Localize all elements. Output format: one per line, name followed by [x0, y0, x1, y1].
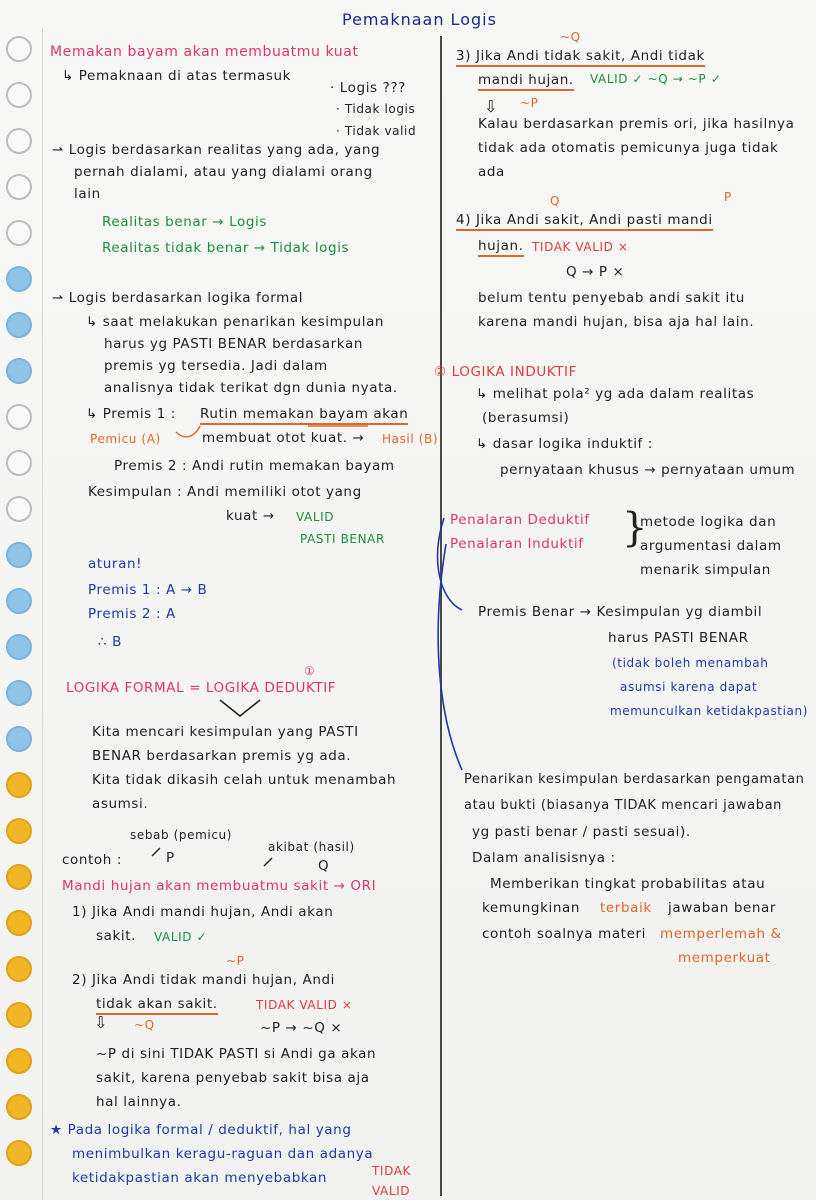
highlight-memperlemah: memperlemah & — [660, 926, 782, 942]
example-2-b: tidak akan sakit. — [96, 996, 218, 1015]
tidak-label: TIDAK — [372, 1164, 411, 1178]
note-line: BENAR berdasarkan premis yg ada. — [92, 748, 352, 764]
note-line: argumentasi dalam — [640, 538, 782, 554]
option-logis: · Logis ??? — [330, 80, 406, 96]
pasti-benar-label: PASTI BENAR — [300, 532, 385, 546]
blue-note: asumsi karena dapat — [620, 680, 758, 694]
kesimpulan: Kesimpulan : Andi memiliki otot yang — [88, 484, 362, 500]
p-symbol: P — [724, 190, 732, 204]
note-line: metode logika dan — [640, 514, 777, 530]
kesimpulan-2: kuat → — [226, 508, 275, 524]
example-4: 4) Jika Andi sakit, Andi pasti mandi — [456, 212, 713, 231]
not-p-symbol: ~P — [226, 954, 245, 968]
formula: Q → P × — [566, 264, 625, 280]
induktif-arrow — [438, 544, 462, 770]
not-q-symbol: ~Q — [134, 1018, 155, 1032]
premis-2: Premis 2 : Andi rutin memakan bayam — [114, 458, 395, 474]
premis-1-label: ↳ Premis 1 : — [86, 406, 176, 422]
note-line: ↳ saat melakukan penarikan kesimpulan — [86, 314, 385, 330]
sebab-label: sebab (pemicu) — [130, 828, 233, 842]
note-line: harus PASTI BENAR — [608, 630, 749, 646]
q-symbol: Q — [550, 194, 561, 208]
note-line: belum tentu penyebab andi sakit itu — [478, 290, 745, 306]
pemicu-bracket — [176, 426, 200, 437]
note-line: ↳ melihat pola² yg ada dalam realitas — [476, 386, 755, 402]
highlight-terbaik: terbaik — [600, 900, 652, 916]
blue-note: (tidak boleh menambah — [612, 656, 769, 670]
rule-conclusion: ∴ B — [98, 634, 122, 650]
rule-premis-1: Premis 1 : A → B — [88, 582, 208, 598]
note-line: Kalau berdasarkan premis ori, jika hasilnya — [478, 116, 795, 132]
note-line: harus yg PASTI BENAR berdasarkan — [104, 336, 364, 352]
aturan-label: aturan! — [88, 556, 143, 572]
premis-1-text-2: membuat otot kuat. → — [202, 430, 365, 446]
page-title: Pemaknaan Logis — [342, 10, 497, 29]
note-line: contoh soalnya materi — [482, 926, 646, 942]
brace: } — [622, 505, 648, 551]
not-q-symbol: ~Q — [560, 30, 581, 44]
blue-note: memunculkan ketidakpastian) — [610, 704, 808, 718]
highlight-memperkuat: memperkuat — [678, 950, 771, 966]
note-line: yg pasti benar / pasti sesuai). — [472, 824, 691, 840]
statement: Memakan bayam akan membuatmu kuat — [50, 44, 359, 60]
star-note: menimbulkan keragu-raguan dan adanya — [72, 1146, 374, 1162]
example-1: 1) Jika Andi mandi hujan, Andi akan — [72, 904, 334, 920]
note-line: ⇀ Logis berdasarkan logika formal — [52, 290, 304, 306]
tidak-valid-mark: TIDAK VALID × — [256, 998, 353, 1012]
note-line: premis yg tersedia. Jadi dalam — [104, 358, 328, 374]
rule-premis-2: Premis 2 : A — [88, 606, 176, 622]
section-number: ① — [304, 664, 316, 678]
double-arrow-down-icon: ⇩ — [94, 1013, 108, 1032]
not-p-symbol: ~P — [520, 96, 539, 110]
note-line: tidak ada otomatis pemicunya juga tidak — [478, 140, 779, 156]
example-2: 2) Jika Andi tidak mandi hujan, Andi — [72, 972, 335, 988]
question-text: ↳ Pemaknaan di atas termasuk — [62, 68, 292, 84]
arrow-up-icon — [264, 858, 272, 866]
note-line: sakit, karena penyebab sakit bisa aja — [96, 1070, 370, 1086]
note-line: (berasumsi) — [482, 410, 570, 426]
section-heading-logika-induktif: ② LOGIKA INDUKTIF — [434, 364, 577, 380]
note-line: Kita mencari kesimpulan yang PASTI — [92, 724, 359, 740]
p-symbol: P — [166, 850, 175, 866]
contoh-label: contoh : — [62, 852, 122, 868]
star-note: ★ Pada logika formal / deduktif, hal yang — [50, 1122, 352, 1138]
note-line: kemungkinan — [482, 900, 581, 916]
q-symbol: Q — [318, 858, 330, 874]
note-line: pernyataan khusus → pernyataan umum — [500, 462, 796, 478]
note-line: jawaban benar — [668, 900, 777, 916]
example-3: 3) Jika Andi tidak sakit, Andi tidak — [456, 48, 705, 67]
example-statement: Mandi hujan akan membuatmu sakit → ORI — [62, 878, 377, 894]
example-4-b: hujan. — [478, 238, 524, 257]
note-line: analisnya tidak terikat dgn dunia nyata. — [104, 380, 398, 396]
option-tidak-logis: · Tidak logis — [336, 102, 416, 116]
star-note: ketidakpastian akan menyebabkan — [72, 1170, 328, 1186]
note-line: hal lainnya. — [96, 1094, 182, 1110]
valid-label: VALID — [296, 510, 335, 524]
green-rule: Realitas benar → Logis — [102, 214, 267, 230]
deduktif-arrow — [438, 518, 462, 610]
note-line: ~P di sini TIDAK PASTI si Andi ga akan — [96, 1046, 377, 1062]
note-line: pernah dialami, atau yang dialami orang — [74, 164, 373, 180]
note-line: asumsi. — [92, 796, 149, 812]
valid-check: VALID ✓ — [154, 930, 208, 944]
pemicu-label: Pemicu (A) — [90, 432, 161, 446]
note-line: ↳ dasar logika induktif : — [476, 436, 653, 452]
section-heading-logika-formal: LOGIKA FORMAL = LOGIKA DEDUKTIF — [66, 680, 337, 696]
double-arrow-down-icon: ⇩ — [484, 97, 498, 116]
note-line: Kita tidak dikasih celah untuk menambah — [92, 772, 397, 788]
tidak-valid-mark: TIDAK VALID × — [532, 240, 629, 254]
example-3-b: mandi hujan. — [478, 72, 574, 91]
note-line: Dalam analisisnya : — [472, 850, 616, 866]
hasil-label: Hasil (B) — [382, 432, 439, 446]
chevron-down-icon — [220, 700, 260, 716]
premis-1-text: Rutin memakan bayam akan — [200, 406, 408, 425]
akibat-label: akibat (hasil) — [268, 840, 355, 854]
penalaran-deduktif: Penalaran Deduktif — [450, 512, 590, 528]
note-line: atau bukti (biasanya TIDAK mencari jawaban — [464, 798, 782, 813]
note-line: Penarikan kesimpulan berdasarkan pengamatan — [464, 772, 805, 787]
note-line: Memberikan tingkat probabilitas atau — [490, 876, 766, 892]
note-line: ada — [478, 164, 505, 180]
formula: ~P → ~Q × — [260, 1020, 343, 1036]
note-line: ⇀ Logis berdasarkan realitas yang ada, yang — [52, 142, 381, 158]
arrow-up-icon — [152, 848, 160, 856]
valid-label: VALID — [372, 1184, 411, 1198]
note-line: karena mandi hujan, bisa aja hal lain. — [478, 314, 755, 330]
penalaran-induktif: Penalaran Induktif — [450, 536, 584, 552]
note-line: menarik simpulan — [640, 562, 771, 578]
valid-formula: VALID ✓ ~Q → ~P ✓ — [590, 72, 722, 86]
note-line: lain — [74, 186, 101, 202]
example-1-b: sakit. — [96, 928, 137, 944]
option-tidak-valid: · Tidak valid — [336, 124, 417, 138]
note-line: Premis Benar → Kesimpulan yg diambil — [478, 604, 763, 620]
green-rule: Realitas tidak benar → Tidak logis — [102, 240, 350, 256]
